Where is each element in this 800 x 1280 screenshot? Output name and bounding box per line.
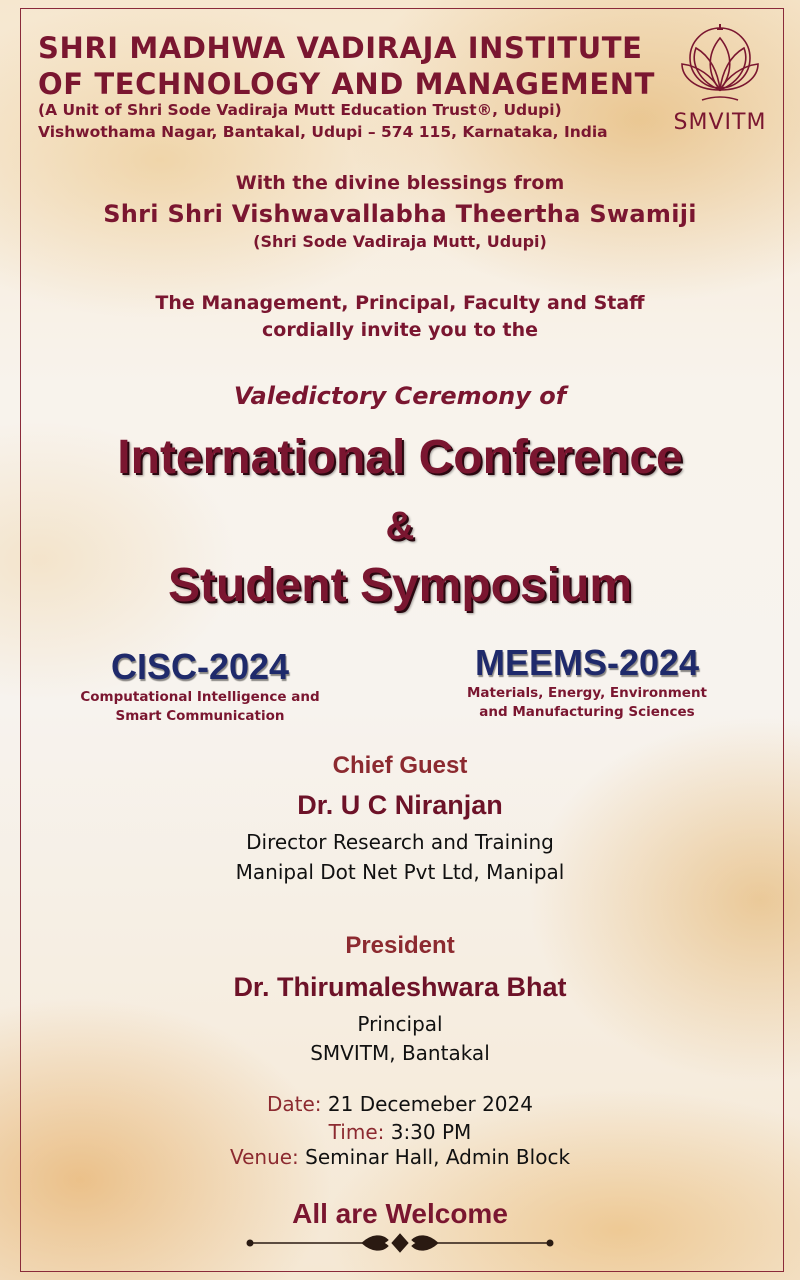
event-date <box>0 1092 800 1116</box>
time-value: 3:30 PM <box>390 1120 472 1144</box>
institution-address: Vishwothama Nagar, Bantakal, Udupi – 574 115, Karnataka, India <box>38 123 608 141</box>
welcome-text: All are Welcome <box>292 1198 508 1229</box>
conference-meems-desc-line1: Materials, Energy, Environment <box>466 685 708 701</box>
conference-cisc-code: CISC-2024 <box>110 646 290 687</box>
conference-meems-code: MEEMS-2024 <box>474 642 700 683</box>
conference-meems-desc-line2: and Manufacturing Sciences <box>479 704 695 720</box>
invitation-line2: cordially invite you to the <box>262 319 538 341</box>
venue-value: Seminar Hall, Admin Block <box>305 1145 571 1169</box>
event-subtitle: Valedictory Ceremony of <box>233 382 567 410</box>
date-value: 21 Decemeber 2024 <box>327 1092 533 1116</box>
institution-name <box>38 30 658 102</box>
event-title-line1: International Conference <box>117 431 683 484</box>
president-name: Dr. Thirumaleshwara Bhat <box>233 972 567 1002</box>
chief-guest-name: Dr. U C Niranjan <box>297 790 503 820</box>
page-border <box>20 8 784 1272</box>
chief-guest-label: Chief Guest <box>332 752 468 779</box>
invitation-line1: The Management, Principal, Faculty and Staff <box>155 292 645 314</box>
blessing-swamiji: Shri Shri Vishwavallabha Theertha Swamiji <box>103 200 697 228</box>
blessing-mutt: (Shri Sode Vadiraja Mutt, Udupi) <box>253 232 547 251</box>
event-venue <box>0 1145 800 1169</box>
event-title-line2: Student Symposium <box>167 559 633 612</box>
event-ampersand: & <box>385 504 415 548</box>
date-label: Date: <box>267 1092 322 1116</box>
time-label: Time: <box>328 1120 385 1144</box>
logo-text: SMVITM <box>673 110 767 135</box>
conference-cisc-desc-line2: Smart Communication <box>115 708 285 724</box>
scroll-ornament-icon <box>244 1232 556 1254</box>
institution-unit: (A Unit of Shri Sode Vadiraja Mutt Education Trust®, Udupi) <box>38 101 562 119</box>
chief-guest-organisation: Manipal Dot Net Pvt Ltd, Manipal <box>235 860 565 884</box>
institution-name-line1: SHRI MADHWA VADIRAJA INSTITUTE <box>38 31 643 65</box>
president-label: President <box>345 932 455 959</box>
conference-meems-description <box>437 684 737 722</box>
conference-cisc-desc-line1: Computational Intelligence and <box>80 689 320 705</box>
conference-cisc-description <box>40 688 360 726</box>
president-organisation: SMVITM, Bantakal <box>310 1041 490 1065</box>
blessing-line1: With the divine blessings from <box>235 172 565 194</box>
chief-guest-designation: Director Research and Training <box>246 830 554 854</box>
event-time <box>0 1120 800 1144</box>
president-designation: Principal <box>357 1012 443 1036</box>
venue-label: Venue: <box>229 1145 299 1169</box>
institution-name-line2: OF TECHNOLOGY AND MANAGEMENT <box>38 67 656 101</box>
